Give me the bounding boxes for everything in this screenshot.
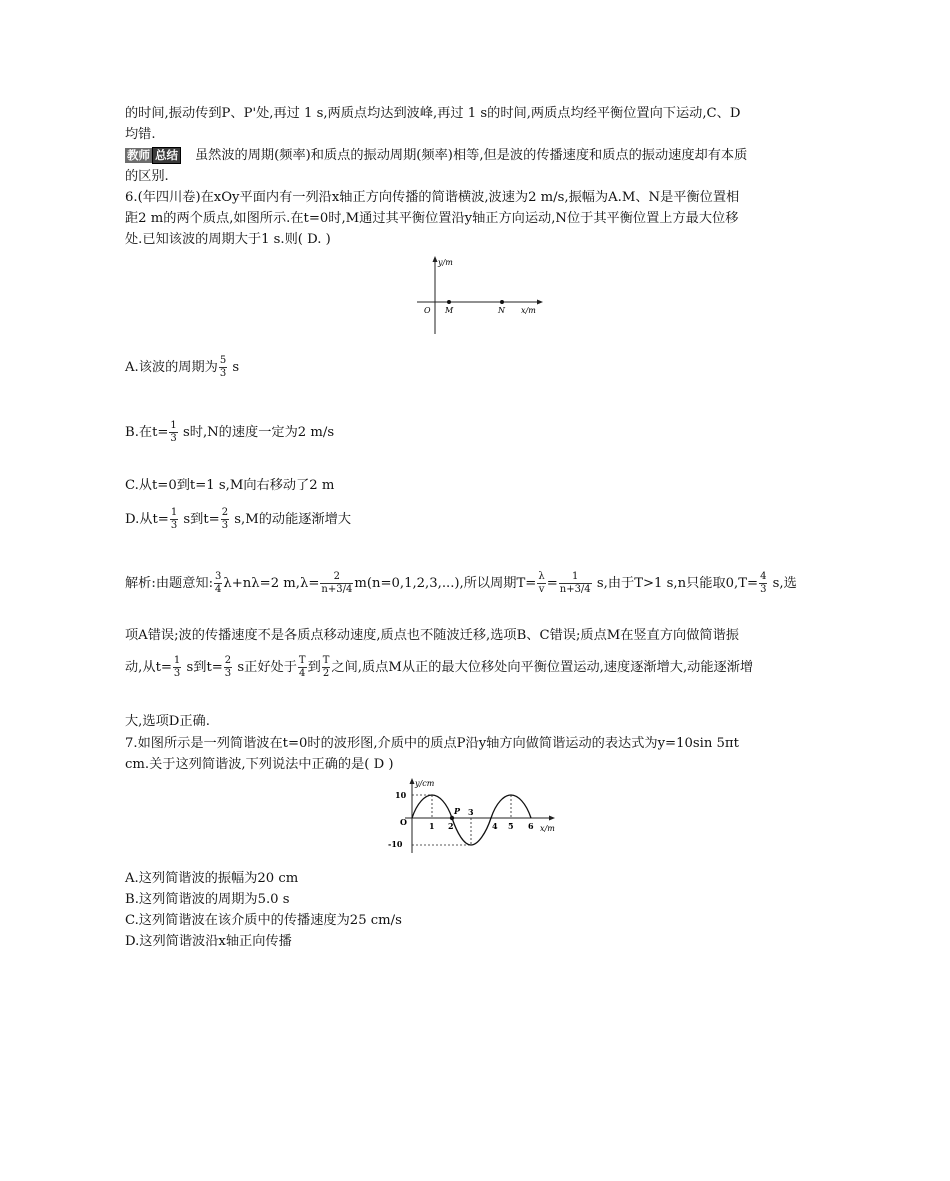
- q6-analysis-line-4: 大,选项D正确.: [125, 714, 210, 729]
- q7-x-tick-5: 5: [508, 821, 514, 831]
- wave-curve: [412, 795, 531, 845]
- q6-origin-label: O: [424, 306, 431, 315]
- q7-x-tick-6: 6: [528, 821, 534, 831]
- q7-option-a: A.这列简谐波的振幅为20 cm: [125, 871, 299, 886]
- q6-figure: [415, 254, 555, 336]
- q6-line-1: 6.(年四川卷)在xOy平面内有一列沿x轴正方向传播的简谐横波,波速为2 m/s,振幅为A.M、N是平衡位置相: [125, 190, 740, 205]
- q7-option-b: B.这列简谐波的周期为5.0 s: [125, 892, 290, 907]
- q7-line-2: cm.关于这列简谐波,下列说法中正确的是( D ): [125, 757, 394, 772]
- intro-line-2: 均错.: [125, 127, 156, 142]
- teacher-badge: 教师: [127, 148, 150, 162]
- summary-line-2: 的区别.: [125, 169, 169, 184]
- intro-line-1: 的时间,振动传到P、P'处,再过 1 s,两质点均达到波峰,再过 1 s的时间,两质点均经平衡位置向下运动,C、D: [125, 106, 741, 121]
- q6-option-d: D.从t= $\frac{1}{3}$ s到t= $\frac{2}{3}$ s,M的动能逐渐增大: [125, 507, 352, 531]
- summary-row: [125, 145, 825, 166]
- q7-option-d: D.这列简谐波沿x轴正向传播: [125, 934, 292, 949]
- fraction: $\frac{5}{3}$: [219, 355, 227, 379]
- q7-x-tick-2: 2: [448, 821, 454, 831]
- q6-line-2: 距2 m的两个质点,如图所示.在t=0时,M通过其平衡位置沿y轴正方向运动,N位于其平衡位置上方最大位移: [125, 211, 739, 226]
- q6-x-axis-label: x/m: [521, 306, 536, 315]
- q6-m-label: M: [445, 306, 454, 315]
- q6-line-3: 处.已知该波的周期大于1 s.则( D. ): [125, 232, 331, 247]
- q7-p-label: P: [454, 806, 461, 816]
- q6-y-axis-label: y/m: [438, 258, 453, 267]
- q7-x-tick-1: 1: [429, 821, 435, 831]
- point-n: [500, 300, 504, 304]
- q7-x-tick-4: 4: [492, 821, 498, 831]
- q6-analysis-line-3: 动,从t= $\frac{1}{3}$ s到t= $\frac{2}{3}$ s正好处于 $\frac{T}{4}$ 到 $\frac{T}{2}$ 之间,质点M从正的最大位移处向平衡位置运动,速度逐渐增大,动能逐渐增: [125, 655, 754, 679]
- fraction: $\frac{2}{3}$: [221, 507, 229, 531]
- q7-y-tick-neg10: -10: [388, 839, 403, 849]
- q6-option-b: B.在t= $\frac{1}{3}$ s时,N的速度一定为2 m/s: [125, 420, 335, 444]
- q7-figure: [375, 777, 565, 857]
- point-m: [447, 300, 451, 304]
- q6-option-a: A.该波的周期为 $\frac{5}{3}$ s: [125, 355, 240, 379]
- q6-n-label: N: [498, 306, 505, 315]
- q7-x-tick-3: 3: [468, 807, 474, 817]
- q7-y-tick-10: 10: [395, 790, 407, 800]
- q6-option-c: C.从t=0到t=1 s,M向右移动了2 m: [125, 478, 335, 493]
- point-p: [450, 816, 454, 820]
- document-page: [125, 103, 825, 949]
- q7-x-axis-label: x/m: [540, 824, 555, 833]
- q7-origin-label: O: [400, 817, 407, 827]
- q6-analysis-line-1: 解析:由题意知: $\frac{3}{4}$ λ+nλ=2 m,λ= $\frac{2}{n+3/4}$ m(n=0,1,2,3,...),所以周期T= $\frac{\lambda}{v}$ = $\frac{1}{n+3/4}$ s,由于T>1 s,n只能取0,T= $\frac{4}{3}$ s,选: [125, 571, 797, 595]
- q7-line-1: 7.如图所示是一列简谐波在t=0时的波形图,介质中的质点P沿y轴方向做简谐运动的表达式为y=10sin 5πt: [125, 736, 739, 751]
- q6-analysis-line-2: 项A错误;波的传播速度不是各质点移动速度,质点也不随波迁移,选项B、C错误;质点M在竖直方向做简谐振: [125, 628, 739, 643]
- fraction: $\frac{1}{3}$: [170, 420, 177, 444]
- q7-option-c: C.这列简谐波在该介质中的传播速度为25 cm/s: [125, 913, 402, 928]
- fraction: $\frac{1}{3}$: [170, 507, 178, 531]
- summary-line-1: 虽然波的周期(频率)和质点的振动周期(频率)相等,但是波的传播速度和质点的振动速度却有本质: [195, 148, 748, 163]
- summary-badge: 总结: [152, 147, 181, 164]
- q7-y-axis-label: y/cm: [415, 779, 435, 788]
